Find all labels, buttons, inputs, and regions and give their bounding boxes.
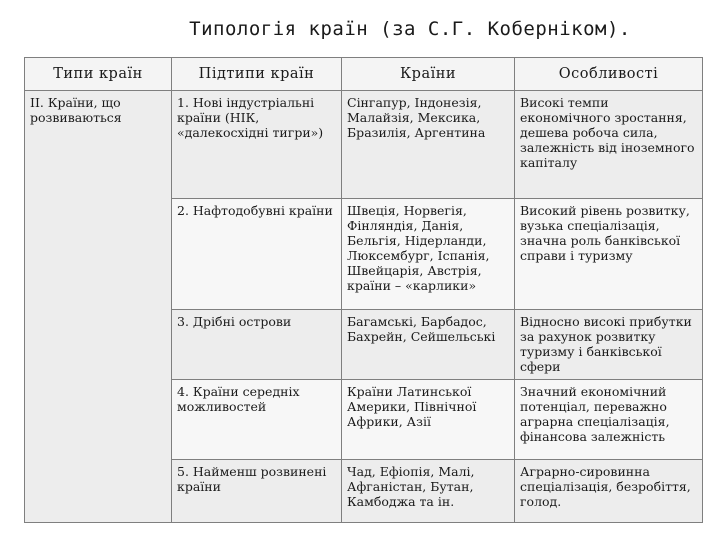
table-row xyxy=(25,91,703,199)
countries-cell: Сінгапур, Індонезія, Малайзія, Мексика, Бразилія, Аргентина xyxy=(342,91,515,199)
header-countries: Країни xyxy=(342,58,515,91)
countries-cell: Швеція, Норвегія, Фінляндія, Данія, Бельгія, Нідерланди, Люксембург, Іспанія, Швейцарія, Австрія, країни – «карлики» xyxy=(342,199,515,310)
header-features: Особливості xyxy=(515,58,703,91)
subtype-cell: 5. Найменш розвинені країни xyxy=(172,460,342,523)
typology-table xyxy=(24,57,703,523)
countries-cell: Країни Латинської Америки, Північної Африки, Азії xyxy=(342,380,515,460)
header-types: Типи країн xyxy=(25,58,172,91)
subtype-cell: 1. Нові індустріальні країни (НІК, «далекосхідні тигри») xyxy=(172,91,342,199)
subtype-cell: 4. Країни середніх можливостей xyxy=(172,380,342,460)
table-header-row xyxy=(25,58,703,91)
countries-cell: Чад, Ефіопія, Малі, Афганістан, Бутан, Камбоджа та ін. xyxy=(342,460,515,523)
features-cell: Високі темпи економічного зростання, дешева робоча сила, залежність від іноземного капіталу xyxy=(515,91,703,199)
features-cell: Значний економічний потенціал, переважно аграрна спеціалізація, фінансова залежність xyxy=(515,380,703,460)
features-cell: Високий рівень розвитку, вузька спеціалізація, значна роль банківської справи і туризму xyxy=(515,199,703,310)
features-cell: Відносно високі прибутки за рахунок розвитку туризму і банківської сфери xyxy=(515,310,703,380)
countries-cell: Багамські, Барбадос, Бахрейн, Сейшельські xyxy=(342,310,515,380)
page-title: Типологія країн (за С.Г. Коберніком). xyxy=(189,18,631,40)
subtype-cell: 2. Нафтодобувні країни xyxy=(172,199,342,310)
features-cell: Аграрно-сировинна спеціалізація, безробіття, голод. xyxy=(515,460,703,523)
header-subtypes: Підтипи країн xyxy=(172,58,342,91)
subtype-cell: 3. Дрібні острови xyxy=(172,310,342,380)
type-cell: ІІ. Країни, що розвиваються xyxy=(25,91,172,523)
